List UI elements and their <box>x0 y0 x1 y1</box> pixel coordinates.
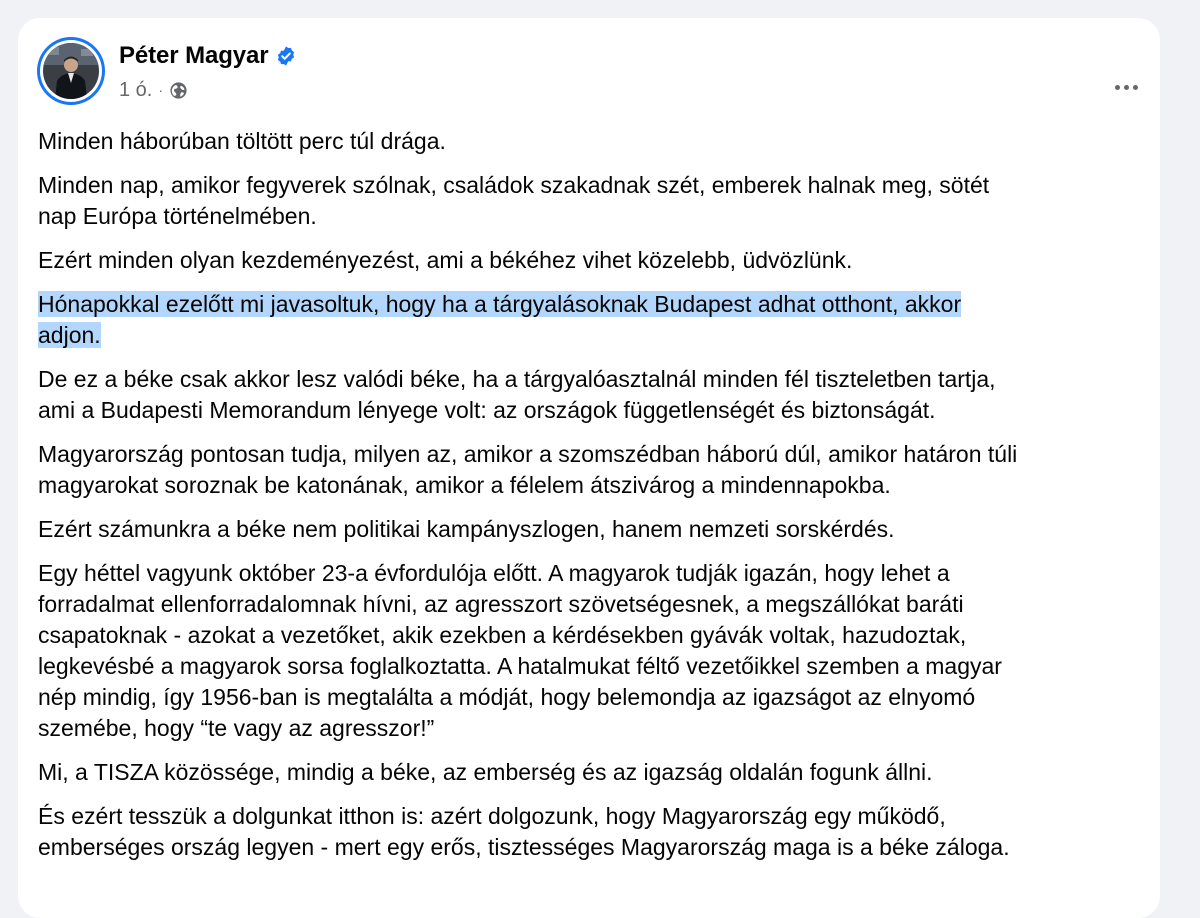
more-options-icon <box>1115 85 1138 90</box>
text-selection: Hónapokkal ezelőtt mi javasoltuk, hogy ha a tárgyalásoknak Budapest adhat otthont, akkor adjon. <box>38 291 962 348</box>
post-text <box>38 126 1148 876</box>
post-paragraph-selected <box>38 289 1148 351</box>
avatar-photo <box>43 43 99 99</box>
author-avatar[interactable] <box>37 37 105 105</box>
post-paragraph: Ezért számunkra a béke nem politikai kampányszlogen, hanem nemzeti sorskérdés. <box>38 516 895 542</box>
post-paragraph: Mi, a TISZA közössége, mindig a béke, az emberség és az igazság oldalán fogunk állni. <box>38 759 933 785</box>
meta-separator: · <box>158 82 164 98</box>
author-name[interactable]: Péter Magyar <box>119 42 269 69</box>
post-paragraph: És ezért tesszük a dolgunkat itthon is: azért dolgozunk, hogy Magyarország egy működő, emberséges ország legyen - mert egy erős, tisztességes Magyarország maga is a béke záloga. <box>38 803 1010 860</box>
post-paragraph: Minden háborúban töltött perc túl drága. <box>38 128 446 154</box>
post-paragraph: Minden nap, amikor fegyverek szólnak, családok szakadnak szét, emberek halnak meg, sötét nap Európa történelmében. <box>38 172 990 229</box>
post-paragraph: Egy héttel vagyunk október 23-a évfordulója előtt. A magyarok tudják igazán, hogy lehet a forradalmat ellenforradalomnak hívni, az agresszort szövetségesnek, a megszállókat baráti csapatoknak - azokat a vezetőket, akik ezekben a kérdésekben gyávák voltak, hazudoztak, legkevésbé a magyarok sorsa foglalkoztatta. A hatalmukat féltő vezetőikkel szemben a magyar nép mindig, így 1956-ban is megtalálta a módját, hogy belemondja az igazságot az elnyomó szemébe, hogy “te vagy az agresszor!” <box>38 560 1002 741</box>
more-options-button[interactable] <box>1106 69 1146 105</box>
post-card <box>18 18 1160 918</box>
post-paragraph: De ez a béke csak akkor lesz valódi béke, ha a tárgyalóasztalnál minden fél tiszteletben tartja, ami a Budapesti Memorandum lényege volt: az országok függetlenségét és biztonságát. <box>38 366 996 423</box>
post-header <box>37 37 1137 107</box>
post-timestamp[interactable]: 1 ó. <box>119 78 153 101</box>
globe-icon[interactable] <box>169 81 188 100</box>
post-paragraph: Ezért minden olyan kezdeményezést, ami a békéhez vihet közelebb, üdvözlünk. <box>38 247 853 273</box>
avatar-ring <box>40 40 102 102</box>
post-meta <box>119 77 188 103</box>
verified-badge-icon <box>275 45 297 67</box>
post-paragraph: Magyarország pontosan tudja, milyen az, amikor a szomszédban háború dúl, amikor határon túli magyarokat soroznak be katonának, amikor a félelem átszivárog a mindennapokba. <box>38 441 1018 498</box>
author-name-row <box>119 39 297 73</box>
